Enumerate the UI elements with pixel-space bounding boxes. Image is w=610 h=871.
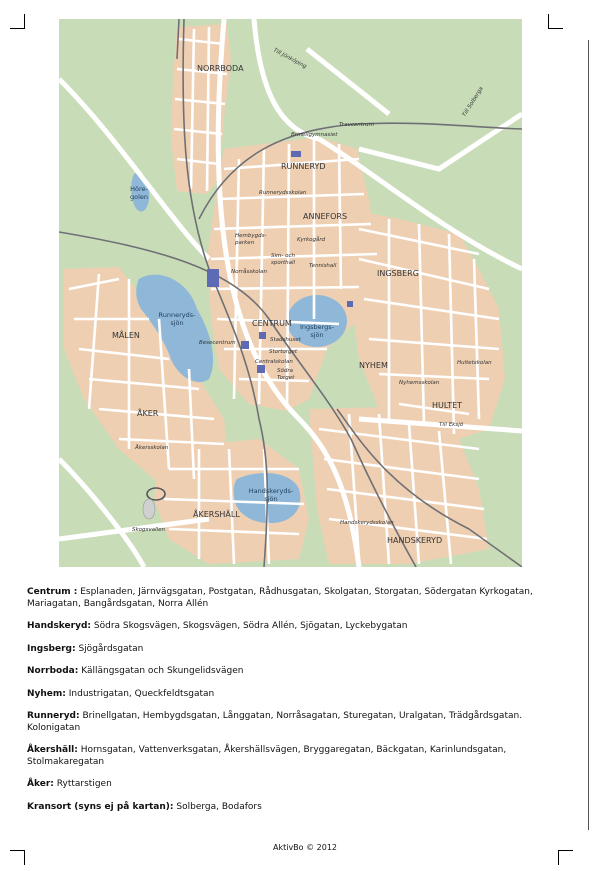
- place-label-sodra-torget-1: Södra: [277, 368, 293, 374]
- map-canvas: [59, 19, 522, 567]
- street-row-kransort: [27, 802, 557, 814]
- street-row-nyhem: [27, 689, 557, 701]
- district-label-runneryd: RUNNERYD: [281, 162, 326, 171]
- street-list-akershall: Hornsgatan, Vattenverksgatan, Åkershällsvägen, Bryggaregatan, Bäckgatan, Karinlundsgatan, Stolmakaregatan: [27, 745, 507, 767]
- street-row-akershall: [27, 745, 557, 768]
- place-label-skogsvallen: Skogsvallen: [132, 527, 165, 533]
- district-label-nyhem: NYHEM: [359, 361, 388, 370]
- district-label-centrum: CENTRUM: [252, 319, 292, 328]
- street-list-handskeryd: Södra Skogsvägen, Skogsvägen, Södra Allén, Sjögatan, Lyckebygatan: [93, 621, 408, 631]
- skogsvallen-field: [143, 499, 155, 519]
- place-label-sim-1: Sim- och: [271, 253, 295, 259]
- lake-label-runneryds-1: Runneryds-: [158, 311, 196, 319]
- street-list-kransort: Solberga, Bodafors: [176, 801, 262, 812]
- street-area-aker: Åker:: [27, 779, 54, 789]
- street-list-nyhem: Industrigatan, Queckfeldtsgatan: [68, 688, 215, 699]
- street-row-handskeryd: [27, 621, 557, 633]
- crop-mark-top-left: [10, 14, 25, 29]
- page-edge-rule: [588, 40, 589, 830]
- place-label-norrasaskolan: Norråsskolan: [231, 269, 268, 275]
- street-list-ingsberg: Sjögårdsgatan: [78, 643, 144, 654]
- street-area-akershall: Åkershäll:: [27, 745, 78, 755]
- street-row-runneryd: [27, 711, 557, 734]
- street-list-norrboda: Källängsgatan och Skungelidsvägen: [81, 666, 244, 676]
- place-label-centralskolan: Centralskolan: [255, 359, 293, 365]
- street-area-nyhem: Nyhem:: [27, 688, 66, 699]
- street-area-kransort: Kransort (syns ej på kartan):: [27, 801, 174, 812]
- district-label-handskeryd: HANDSKERYD: [387, 536, 443, 545]
- street-area-ingsberg: Ingsberg:: [27, 643, 76, 654]
- place-label-stortorget: Stortorget: [269, 349, 298, 355]
- district-label-ingsberg: INGSBERG: [377, 269, 419, 278]
- road-label-till-eksjo: Till Eksjö: [439, 422, 464, 428]
- place-label-handskerydsskolan: Handskerydsskolan: [340, 520, 394, 526]
- street-row-centrum: [27, 587, 557, 610]
- lake-label-ingsbergs-1: Ingsbergs-: [299, 323, 335, 331]
- street-area-handskeryd: Handskeryd:: [27, 621, 92, 631]
- street-list-aker: Ryttarstigen: [56, 779, 112, 789]
- lake-label-horegolen-1: Höre-: [130, 185, 148, 193]
- place-label-kyrkogard: Kyrkogård: [297, 237, 326, 243]
- place-label-akersskolan: Åkersskolan: [135, 445, 169, 451]
- district-label-akershall: ÅKERSHÄLL: [193, 510, 240, 519]
- street-list-runneryd: Brinellgatan, Hembygdsgatan, Långgatan, Norråsagatan, Sturegatan, Uralgatan, Trädgårdsgatan. Kolonigatan: [27, 711, 523, 733]
- district-label-hultet: HULTET: [432, 401, 463, 410]
- lake-label-runneryds-2: sjön: [170, 319, 184, 327]
- road-label-till-solberga: Till Solberga: [461, 85, 485, 119]
- place-label-hultetskolan: Hultetskolan: [457, 360, 492, 366]
- place-label-sodra-torget-2: Torget: [277, 375, 295, 381]
- footer-copyright: AktivBo © 2012: [272, 843, 338, 852]
- street-row-ingsberg: [27, 644, 557, 656]
- district-label-annefors: ANNEFORS: [303, 212, 348, 221]
- place-label-hembygdsparken-1: Hembygds-: [235, 233, 267, 239]
- crop-mark-bottom-right: [558, 850, 573, 865]
- street-area-centrum: Centrum :: [27, 587, 78, 597]
- street-list-centrum: Esplanaden, Järnvägsgatan, Postgatan, Rådhusgatan, Skolgatan, Storgatan, Södergatan Kyrkogatan, Mariagatan, Bangårdsgatan, Norra Allén: [27, 587, 533, 609]
- lake-label-ingsbergs-2: sjön: [310, 331, 324, 339]
- town-map: [59, 19, 522, 567]
- crop-mark-bottom-left: [10, 850, 25, 865]
- road-label-till-jonkoping: Till Jönköping: [272, 47, 308, 71]
- place-label-runnerydsskolan: Runnerydsskolan: [259, 190, 307, 196]
- place-label-tennishall: Tennishall: [309, 263, 337, 269]
- place-label-brinellgymnasiet: Brinellgymnasiet: [291, 132, 338, 138]
- district-label-norrboda: NORRBODA: [197, 64, 244, 73]
- street-row-aker: [27, 779, 557, 791]
- lake-label-handskeryds-2: sjön: [264, 495, 278, 503]
- place-label-sim-2: sporthall: [271, 260, 296, 266]
- lake-label-handskeryds-1: Handskeryds-: [248, 487, 294, 495]
- street-area-runneryd: Runneryd:: [27, 711, 80, 721]
- place-label-hembygdsparken-2: parken: [235, 240, 255, 246]
- place-label-besecentrum: Besecentrum: [199, 340, 236, 346]
- street-area-norrboda: Norrboda:: [27, 666, 79, 676]
- place-label-travcentrum: Travcentrum: [339, 122, 374, 128]
- lake-label-horegolen-2: golen: [129, 193, 149, 201]
- street-row-norrboda: [27, 666, 557, 678]
- place-label-stadshuset: Stadshuset: [270, 337, 301, 343]
- street-index: [27, 587, 557, 824]
- district-label-aker: ÅKER: [137, 409, 159, 418]
- district-label-malen: MÅLEN: [112, 331, 140, 340]
- place-label-nyhemsskolan: Nyhemsskolan: [399, 380, 440, 386]
- crop-mark-top-right: [548, 14, 563, 29]
